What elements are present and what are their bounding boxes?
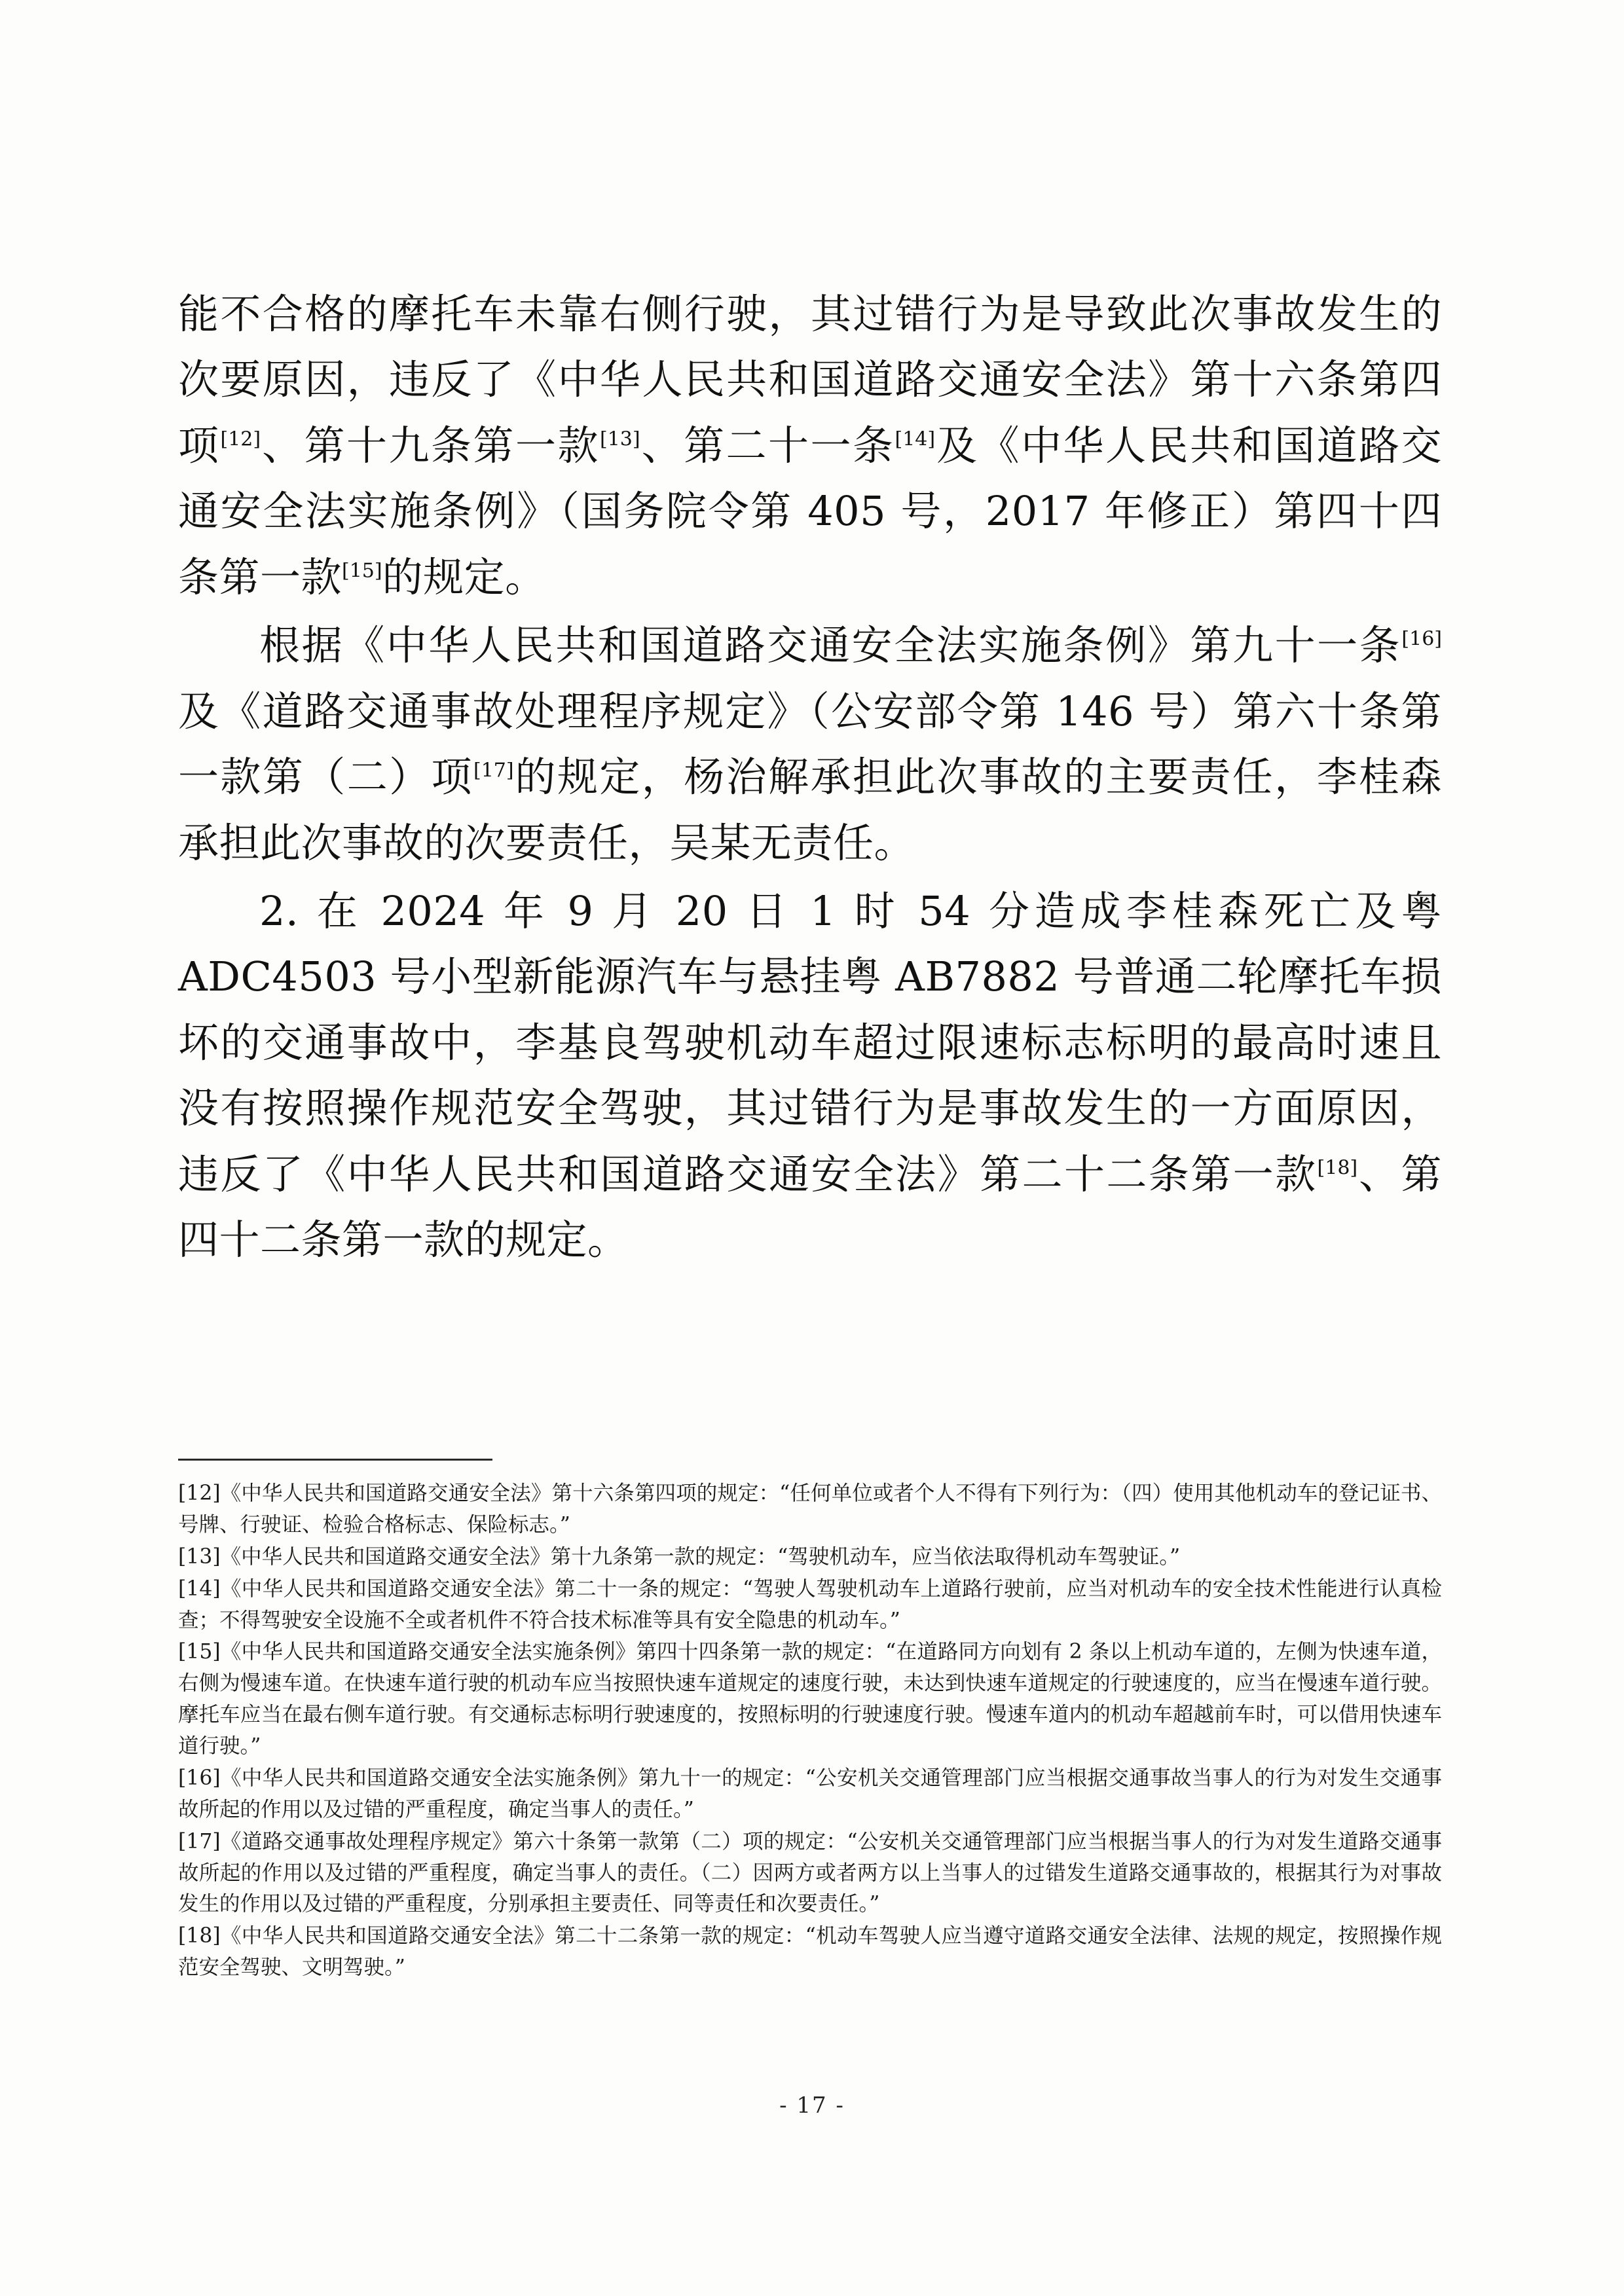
footnote-marker: [14] xyxy=(895,428,936,451)
footnote-marker: [16] xyxy=(1401,627,1442,651)
footnote-item: [13]《中华人民共和国道路交通安全法》第十九条第一款的规定：“驾驶机动车，应当依法取得机动车驾驶证。” xyxy=(178,1544,1181,1569)
footnote-list xyxy=(178,1478,1442,1984)
paragraph-item-2: 2. 在 2024 年 9 月 20 日 1 时 54 分造成李桂森死亡及粤 ADC4503 号小型新能源汽车与悬挂粤 AB7882 号普通二轮摩托车损坏的交通事故中，李基良驾驶机动车超过限速标志标明的最高时速且没有按照操作规范安全驾驶，其过错行为是事故发生的一方面原因，违反了《中华人民共和国道路交通安全法》第二十二条第一款[18]、第四十二条第一款的规定。 xyxy=(178,886,1442,1264)
footnote-item: [14]《中华人民共和国道路交通安全法》第二十一条的规定：“驾驶人驾驶机动车上道路行驶前，应当对机动车的安全技术性能进行认真检查；不得驾驶安全设施不全或者机件不符合技术标准等具有安全隐患的机动车。” xyxy=(178,1576,1442,1632)
footnote-item: [16]《中华人民共和国道路交通安全法实施条例》第九十一的规定：“公安机关交通管理部门应当根据交通事故当事人的行为对发生交通事故所起的作用以及过错的严重程度，确定当事人的责任。” xyxy=(178,1766,1442,1821)
footnote-separator xyxy=(178,1459,492,1461)
footnote-marker: [18] xyxy=(1317,1156,1358,1180)
footnote-item: [18]《中华人民共和国道路交通安全法》第二十二条第一款的规定：“机动车驾驶人应当遵守道路交通安全法律、法规的规定，按照操作规范安全驾驶、文明驾驶。” xyxy=(178,1924,1442,1980)
paragraph-responsibility: 根据《中华人民共和国道路交通安全法实施条例》第九十一条[16]及《道路交通事故处理程序规定》（公安部令第 146 号）第六十条第一款第（二）项[17]的规定，杨治解承担此次事故的主要责任，李桂森承担此次事故的次要责任，吴某无责任。 xyxy=(178,621,1442,867)
footnote-marker: [17] xyxy=(473,759,514,782)
footnote-item: [17]《道路交通事故处理程序规定》第六十条第一款第（二）项的规定：“公安机关交通管理部门应当根据当事人的行为对发生道路交通事故所起的作用以及过错的严重程度，确定当事人的责任。（二）因两方或者两方以上当事人的过错发生道路交通事故的，根据其行为对事故发生的作用以及过错的严重程度，分别承担主要责任、同等责任和次要责任。” xyxy=(178,1829,1442,1916)
document-body xyxy=(178,282,1442,1276)
footnote-marker: [15] xyxy=(342,559,382,583)
page-number: - 17 - xyxy=(779,2092,845,2119)
footnote-marker: [13] xyxy=(600,428,640,451)
footnote-marker: [12] xyxy=(220,428,261,451)
paragraph-continued: 能不合格的摩托车未靠右侧行驶，其过错行为是导致此次事故发生的次要原因，违反了《中华人民共和国道路交通安全法》第十六条第四项[12]、第十九条第一款[13]、第二十一条[14]及《中华人民共和国道路交通安全法实施条例》（国务院令第 405 号，2017 年修正）第四十四条第一款[15]的规定。 xyxy=(178,290,1442,601)
footnote-item: [12]《中华人民共和国道路交通安全法》第十六条第四项的规定：“任何单位或者个人不得有下列行为：（四）使用其他机动车的登记证书、号牌、行驶证、检验合格标志、保险标志。” xyxy=(178,1482,1442,1537)
footnote-item: [15]《中华人民共和国道路交通安全法实施条例》第四十四条第一款的规定：“在道路同方向划有 2 条以上机动车道的，左侧为快速车道，右侧为慢速车道。在快速车道行驶的机动车应当按照快速车道规定的速度行驶，未达到快速车道规定的行驶速度的，应当在慢速车道行驶。摩托车应当在最右侧车道行驶。有交通标志标明行驶速度的，按照标明的行驶速度行驶。慢速车道内的机动车超越前车时，可以借用快速车道行驶。” xyxy=(178,1640,1442,1758)
